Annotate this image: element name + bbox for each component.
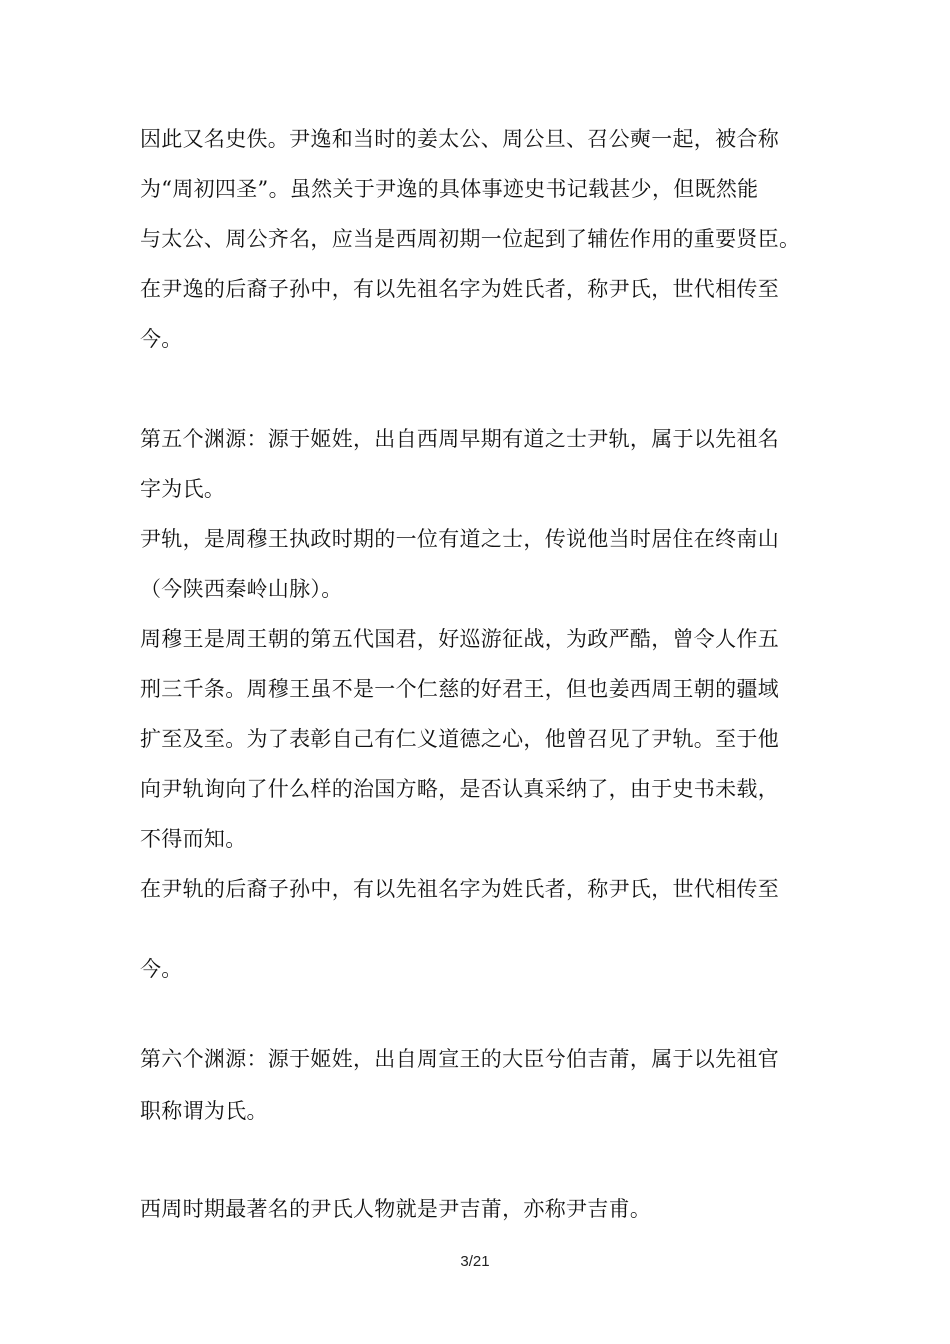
text-line: 因此又名史佚。尹逸和当时的姜太公、周公旦、召公奭一起，被合称 — [140, 127, 779, 151]
text-line: 不得而知。 — [140, 827, 247, 851]
text-line: 字为氏。 — [140, 477, 226, 501]
text-line: 周穆王是周王朝的第五代国君，好巡游征战，为政严酷，曾令人作五 — [140, 627, 779, 651]
text-line: 职称谓为氏。 — [140, 1099, 268, 1123]
text-line: 刑三千条。周穆王虽不是一个仁慈的好君王，但也姜西周王朝的疆域 — [140, 677, 779, 701]
text-line: 向尹轨询向了什么样的治国方略，是否认真采纳了，由于史书未载， — [140, 777, 779, 801]
page-number: 3/21 — [460, 1253, 490, 1270]
text-line: 第六个渊源：源于姬姓，出自周宣王的大臣兮伯吉莆，属于以先祖官 — [140, 1047, 779, 1071]
text-line: 在尹逸的后裔子孙中，有以先祖名字为姓氏者，称尹氏，世代相传至 — [140, 277, 779, 301]
text-line: （今陕西秦岭山脉）。 — [140, 577, 343, 601]
text-line: 为“周初四圣”。虽然关于尹逸的具体事迹史书记载甚少，但既然能 — [140, 177, 759, 201]
text-line: 尹轨，是周穆王执政时期的一位有道之士，传说他当时居住在终南山 — [140, 527, 779, 551]
text-line: 在尹轨的后裔子孙中，有以先祖名字为姓氏者，称尹氏，世代相传至 — [140, 877, 779, 901]
text-line: 第五个渊源：源于姬姓，出自西周早期有道之士尹轨，属于以先祖名 — [140, 427, 779, 451]
text-line: 今。 — [140, 327, 183, 351]
text-line: 西周时期最著名的尹氏人物就是尹吉莆，亦称尹吉甫。 — [140, 1197, 652, 1221]
text-line: 今。 — [140, 957, 183, 981]
text-line: 与太公、周公齐名，应当是西周初期一位起到了辅佐作用的重要贤臣。 — [140, 227, 801, 251]
text-line: 扩至及至。为了表彰自己有仁义道德之心，他曾召见了尹轨。至于他 — [140, 727, 779, 751]
